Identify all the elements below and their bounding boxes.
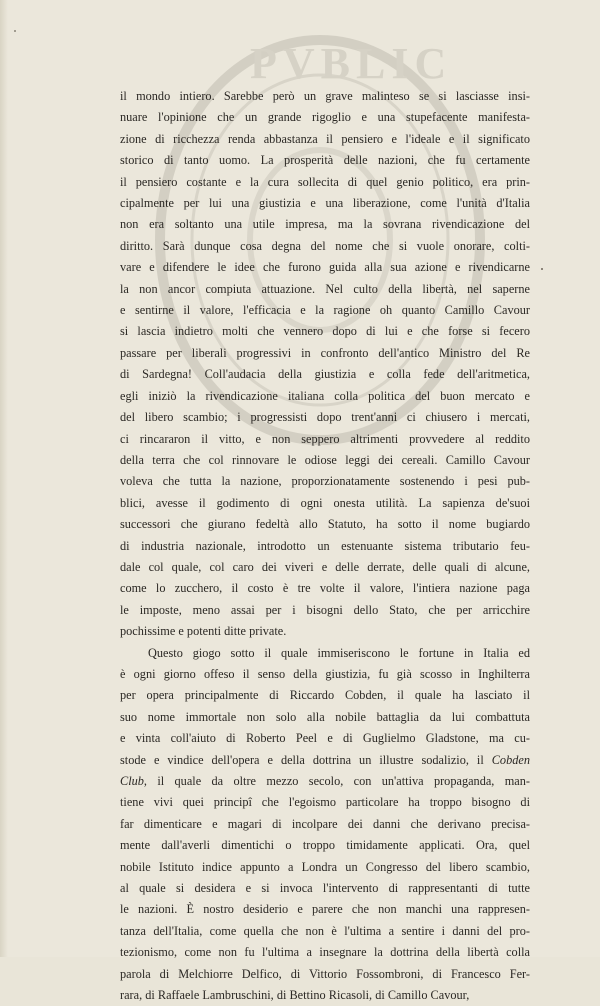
text-line: della terra che col rinnovare le odiose leggi dei cereali. Camillo Cavour — [120, 452, 530, 467]
text-line: nuare l'opinione che un grande rigoglio e una stupefacente manifesta- — [120, 110, 530, 125]
text-line: il pensiero costante e la cura sollecita di quel genio politico, era prin- — [120, 174, 530, 189]
paragraph-2 — [120, 643, 530, 1006]
text-line: tezionismo, come non fu l'ultima a insegnare la dottrina della libertà colla — [120, 945, 530, 960]
text-line: mente dall'averli dimentichi o troppo timidamente applicati. Ora, quel — [120, 838, 530, 853]
text-line: far dimenticare e magari di incolpare dei danni che derivano precisa- — [120, 816, 530, 831]
text-line: e sentirne il valore, l'efficacia e la ragione oh quanto Camillo Cavour — [120, 303, 530, 318]
text-line: successori che giurano fedeltà allo Statuto, ha sotto il nome bugiardo — [120, 517, 530, 532]
page-fold-shadow — [0, 0, 8, 957]
text-line: del libero scambio; i progressisti dopo trent'anni ci chiusero i mercati, — [120, 410, 530, 425]
text-line: la non ancor compiuta attuazione. Nel culto della libertà, nel saperne — [120, 281, 530, 296]
text-line: per opera principalmente di Riccardo Cobden, il quale ha lasciato il — [120, 688, 530, 703]
text-line: voleva che tutta la nazione, proporzionatamente sostenendo i pesi pub- — [120, 474, 530, 489]
paragraph-1 — [120, 86, 530, 643]
text-line: tanza dell'Italia, come quella che non è l'ultima a sentire i danni del pro- — [120, 923, 530, 938]
text-line: il mondo intiero. Sarebbe però un grave malinteso se si lasciasse insi- — [120, 89, 530, 103]
paper-speck — [14, 30, 16, 32]
text-line: vare e difendere le idee che furono guida alla sua azione e rivendicarne — [120, 260, 530, 275]
text-line: blici, avesse il godimento di ogni onesta utilità. La sapienza de'suoi — [120, 495, 530, 510]
text-line: le nazioni. È nostro desiderio e parere che non manchi una rappresen- — [120, 902, 530, 917]
text-line: suo nome immortale non solo alla nobile battaglia da lui combattuta — [120, 709, 530, 724]
text-line: nobile Istituto indice appunto a Londra un Congresso del libero scambio, — [120, 859, 530, 874]
text-line: ci rincararon il vitto, e non seppero altrimenti provvedere al reddito — [120, 431, 530, 446]
text-line: tiene vivi quei principî che l'egoismo particolare ha troppo bisogno di — [120, 795, 530, 810]
text-line: rara, di Raffaele Lambruschini, di Bettino Ricasoli, di Camillo Cavour, — [120, 988, 470, 1003]
text-line: parola di Melchiorre Delfico, di Vittorio Fossombroni, di Francesco Fer- — [120, 966, 530, 981]
text-line: non era soltanto una utile impresa, ma la sovrana rivendicazione del — [120, 217, 530, 232]
text-line: passare per liberali progressivi in confronto dell'antico Ministro del Re — [120, 345, 530, 360]
text-line: al quale si desidera e si invoca l'intervento di rappresentanti di tutte — [120, 881, 530, 896]
text-line: Club, il quale da oltre mezzo secolo, con un'attiva propaganda, man- — [120, 774, 530, 788]
text-line: storico di tanto uomo. La prosperità delle nazioni, che fu certamente — [120, 153, 530, 168]
text-line: di Sardegna! Coll'audacia della giustizia e colla fede dell'aritmetica, — [120, 367, 530, 382]
paper-speck — [541, 268, 543, 270]
text-line: di industria nazionale, introdotto un estenuante sistema tributario feu- — [120, 538, 530, 553]
text-line: è ogni giorno offeso il senso della giustizia, fu già scosso in Inghilterra — [120, 666, 530, 681]
text-line: stode e vindice dell'opera e della dottrina un illustre sodalizio, il Cobden — [120, 752, 530, 767]
text-line: le imposte, meno assai per i bisogni dello Stato, che per arricchire — [120, 602, 530, 617]
text-line: diritto. Sarà dunque cosa degna del nome che si vuole onorare, colti- — [120, 238, 530, 253]
body-text — [120, 86, 530, 1006]
svg-text:PVBLIC: PVBLIC — [250, 39, 453, 88]
text-line: dale col quale, col caro dei viveri e delle derrate, delle quali di alcune, — [120, 559, 530, 574]
text-line: egli iniziò la rivendicazione italiana colla politica del buon mercato e — [120, 388, 530, 403]
text-line: come lo zucchero, il costo è tre volte il valore, l'intiera nazione paga — [120, 581, 530, 596]
text-line: si lascia indietro molti che vennero dopo di lui e che forse si fecero — [120, 324, 530, 339]
text-line: cipalmente per lui una giustizia e una liberazione, come l'unità d'Italia — [120, 196, 530, 211]
text-line: e vinta coll'aiuto di Roberto Peel e di Guglielmo Gladstone, ma cu- — [120, 731, 530, 746]
text-line: pochissime e potenti ditte private. — [120, 624, 287, 639]
text-line: zione di ricchezza renda abbastanza il pensiero e l'ideale e il significato — [120, 131, 530, 146]
text-line: Questo giogo sotto il quale immiseriscono le fortune in Italia ed — [148, 645, 530, 660]
